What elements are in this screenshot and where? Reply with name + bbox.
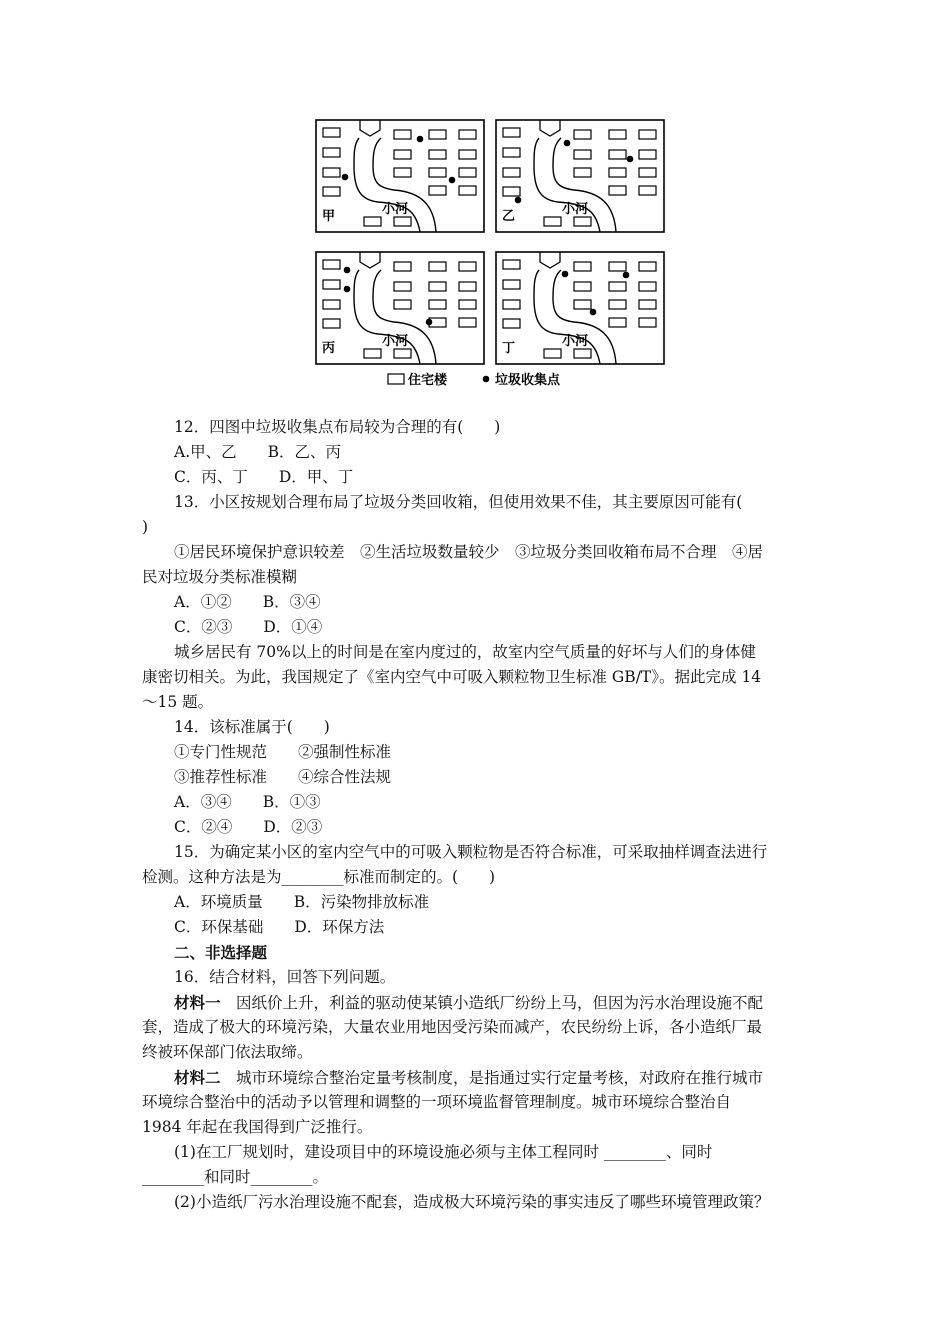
panel-ding [496, 252, 664, 364]
material-2-label: 材料二 [174, 1068, 221, 1087]
q15-options-2: C．环保基础 D．环保方法 [174, 918, 385, 936]
collection-point [426, 319, 433, 326]
garbage-layout-figure [300, 112, 680, 397]
collection-point [623, 272, 630, 279]
collection-point [515, 197, 522, 204]
q16-part-1: (1)在工厂规划时，建设项目中的环境设施必须与主体工程同时 ________、同时 [174, 1143, 713, 1161]
material-1 [142, 990, 822, 1015]
q13-options-1: A．①② B．③④ [174, 593, 321, 611]
material-1-end: 终被环保部门依法取缔。 [142, 1043, 313, 1061]
section-heading: 二、非选择题 [174, 943, 268, 962]
panel-jia [316, 120, 484, 232]
collection-point [590, 309, 597, 316]
river-label: 小河 [562, 334, 589, 349]
collection-point [449, 177, 456, 184]
q13-options-2: C．②③ D．①④ [174, 618, 323, 636]
building-legend-swatch [388, 374, 404, 384]
collection-point [417, 136, 424, 143]
q16-stem: 16．结合材料，回答下列问题。 [174, 968, 396, 986]
intro-paragraph: 城乡居民有 70%以上的时间是在室内度过的，故室内空气质量的好坏与人们的身体健 [174, 643, 756, 661]
material-1-text: 因纸价上升，利益的驱动使某镇小造纸厂纷纷上马，但因为污水治理设施不配 [220, 994, 764, 1012]
material-2-cont: 环境综合整治中的活动予以管理和调整的一项环境监督管理制度。城市环境综合整治自 [142, 1093, 732, 1111]
river-label: 小河 [382, 202, 409, 217]
intro-paragraph-end: ～15 题。 [142, 693, 214, 711]
q13-stem: 13．小区按规划合理布局了垃圾分类回收箱，但使用效果不佳，其主要原因可能有( [174, 493, 743, 511]
q13-items-cont: 民对垃圾分类标准模糊 [142, 568, 298, 586]
river-label: 小河 [562, 202, 589, 217]
collection-point [344, 286, 351, 293]
q16-part-2: (2)小造纸厂污水治理设施不配套，造成极大环境污染的事实违反了哪些环境管理政策？ [174, 1193, 770, 1211]
panel-bing [316, 252, 484, 364]
q15-options-1: A．环境质量 B．污染物排放标准 [174, 893, 430, 911]
q12-options-2: C．丙、丁 D．甲、丁 [174, 468, 354, 486]
panel-yi [496, 120, 664, 232]
point-legend-swatch [483, 376, 490, 383]
panel-label: 丙 [322, 341, 336, 356]
panel-label: 丁 [502, 341, 516, 356]
intro-paragraph-cont: 康密切相关。为此，我国规定了《室内空气中可吸入颗粒物卫生标准 GB/T》。据此完成 14 [142, 668, 762, 686]
material-2-end: 1984 年起在我国得到广泛推行。 [142, 1118, 373, 1136]
q16-part-1-cont: ________和同时________。 [142, 1168, 329, 1186]
q14-options-1: A．③④ B．①③ [174, 793, 321, 811]
q14-items-2: ③推荐性标准 ④综合性法规 [174, 768, 392, 786]
q14-items-1: ①专门性规范 ②强制性标准 [174, 743, 392, 761]
legend [388, 372, 561, 388]
q15-stem: 15．为确定某小区的室内空气中的可吸入颗粒物是否符合标准，可采取抽样调查法进行 [174, 843, 768, 861]
q15-stem-cont: 检测。这种方法是为________标准而制定的。( ) [142, 868, 496, 886]
q14-options-2: C．②④ D．②③ [174, 818, 323, 836]
legend-point-label: 垃圾收集点 [495, 373, 561, 388]
collection-point [562, 271, 569, 278]
collection-point [342, 174, 349, 181]
q13-stem-cont: ) [142, 518, 149, 536]
question-text [142, 415, 822, 1215]
q12-options-1: A.甲、乙 B．乙、丙 [174, 443, 342, 461]
panel-label: 甲 [322, 209, 336, 224]
river-label: 小河 [382, 334, 409, 349]
material-2 [142, 1065, 822, 1090]
q12-stem: 12．四图中垃圾收集点布局较为合理的有( ) [174, 418, 501, 436]
material-1-cont: 套，造成了极大的环境污染，大量农业用地因受污染而减产，农民纷纷上诉，各小造纸厂最 [142, 1018, 763, 1036]
q13-items: ①居民环境保护意识较差 ②生活垃圾数量较少 ③垃圾分类回收箱布局不合理 ④居 [174, 543, 764, 561]
legend-building-label: 住宅楼 [408, 373, 448, 388]
material-2-text: 城市环境综合整治定量考核制度，是指通过实行定量考核，对政府在推行城市 [220, 1069, 764, 1087]
material-1-label: 材料一 [174, 993, 221, 1012]
collection-point [564, 140, 571, 147]
q14-stem: 14．该标准属于( ) [174, 718, 330, 736]
collection-point [344, 267, 351, 274]
collection-point [627, 156, 634, 163]
panel-label: 乙 [502, 209, 516, 224]
